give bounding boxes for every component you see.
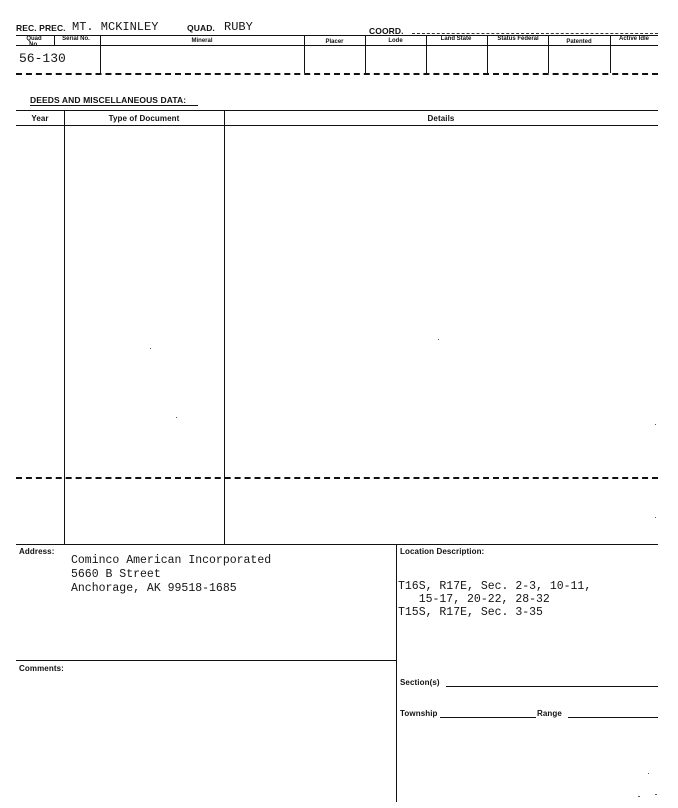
- record-table-bottom-rule: [16, 73, 658, 75]
- coord-dashed-line: [412, 33, 658, 34]
- address-line-3: Anchorage, AK 99518-1685: [71, 582, 237, 595]
- col-status-federal: Status Federal: [497, 36, 539, 42]
- address-line-1: Cominco American Incorporated: [71, 554, 272, 567]
- record-table-top-rule: [16, 35, 658, 36]
- scan-speck: [655, 424, 656, 425]
- address-line-2: 5660 B Street: [71, 568, 161, 581]
- location-label: Location Description:: [400, 547, 485, 556]
- scan-speck: [438, 339, 439, 340]
- scan-speck: [648, 773, 649, 774]
- comments-top-rule: [16, 660, 396, 661]
- col-divider-5: [426, 35, 427, 73]
- scan-speck: [176, 417, 177, 418]
- comments-label: Comments:: [19, 664, 64, 673]
- deeds-title: DEEDS AND MISCELLANEOUS DATA:: [30, 95, 187, 105]
- quad-label: QUAD.: [187, 23, 215, 33]
- location-line-1: T16S, R17E, Sec. 2-3, 10-11,: [398, 580, 592, 593]
- deeds-divider-year: [64, 110, 65, 545]
- rec-prec-label: REC. PREC.: [16, 23, 66, 33]
- scan-speck: [638, 796, 640, 797]
- col-divider-1: [54, 35, 55, 45]
- location-line-2: 15-17, 20-22, 28-32: [398, 593, 550, 606]
- deeds-dashed-separator: [16, 477, 658, 479]
- col-placer: Placer: [325, 39, 344, 45]
- col-active-idle: Active Idle: [618, 36, 649, 42]
- quad-value: RUBY: [224, 20, 253, 34]
- scan-speck: [150, 348, 151, 349]
- coord-label: COORD.: [369, 26, 404, 36]
- deeds-title-underline: [30, 105, 198, 106]
- col-lode: Lode: [388, 38, 403, 44]
- rec-prec-value: MT. MCKINLEY: [72, 20, 159, 34]
- quad-no-value: 56-130: [19, 51, 66, 66]
- scan-speck: [655, 517, 656, 518]
- col-patented: Patented: [566, 39, 592, 45]
- record-table-header-rule: [16, 45, 658, 46]
- location-line-3: T15S, R17E, Sec. 3-35: [398, 606, 543, 619]
- col-type-of-document: Type of Document: [108, 114, 180, 123]
- sections-blank[interactable]: [446, 686, 658, 687]
- address-top-rule: [16, 544, 658, 545]
- deeds-table-top-rule: [16, 110, 658, 111]
- sections-label: Section(s): [400, 678, 440, 687]
- township-label: Township: [400, 709, 438, 718]
- col-divider-6: [487, 35, 488, 73]
- col-details: Details: [427, 114, 455, 123]
- range-label: Range: [537, 709, 562, 718]
- col-year: Year: [31, 114, 49, 123]
- address-label: Address:: [19, 547, 55, 556]
- township-blank[interactable]: [440, 717, 536, 718]
- col-serial-no: Serial No.: [62, 36, 90, 42]
- col-divider-8: [610, 35, 611, 73]
- col-land-state: Land State: [440, 36, 472, 42]
- scan-speck: [655, 794, 657, 795]
- col-mineral: Mineral: [191, 38, 213, 44]
- col-quad-no: Quad No.: [26, 36, 42, 48]
- deeds-table-header-rule: [16, 125, 658, 126]
- deeds-divider-type: [224, 110, 225, 545]
- address-location-divider: [396, 544, 397, 802]
- range-blank[interactable]: [568, 717, 658, 718]
